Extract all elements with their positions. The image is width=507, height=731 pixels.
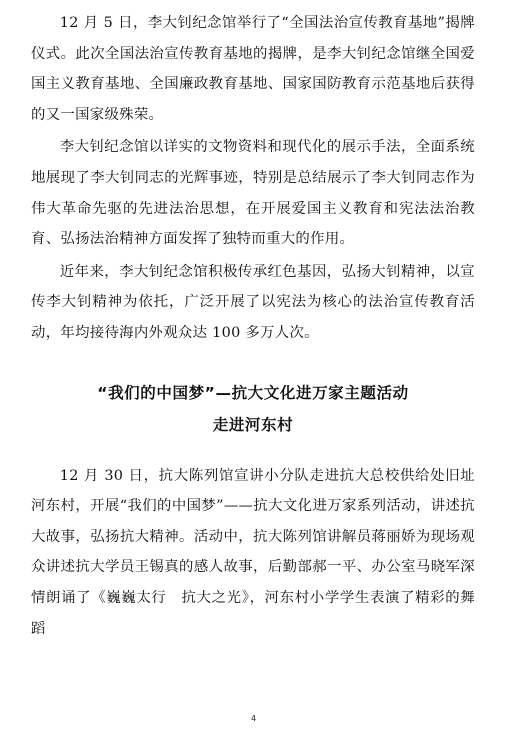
page-number: 4 (250, 714, 257, 723)
section-heading-line-1: “我们的中国梦”—抗大文化进万家主题活动 (97, 383, 409, 402)
paragraph-memorial-exhibition: 李大钊纪念馆以详实的文物资料和现代化的展示手法，全面系统地展现了李大钊同志的光辉事迹，特别是总结展示了李大钊同志作为伟大革命先驱的先进法治思想，在开展爱国主义教育和宪法法治教育、弘扬法治精神方面发挥了独特而重大的作用。 (31, 139, 475, 248)
paragraph-hedong-village-event: 12 月 30 日，抗大陈列馆宣讲小分队走进抗大总校供给处旧址河东村，开展“我们的中国梦”——抗大文化进万家系列活动，讲述抗大故事，弘扬抗大精神。活动中，抗大陈列馆讲解员蒋丽娇为现场观众讲述抗大学员王锡真的感人故事，后勤部郝一平、办公室马晓军深情朗诵了《巍巍太行 抗大之光》，河东村小学学生表演了精彩的舞蹈 (31, 467, 475, 637)
paragraph-memorial-plaque-ceremony: 12 月 5 日，李大钊纪念馆举行了“全国法治宣传教育基地”揭牌仪式。此次全国法治宣传教育基地的揭牌，是李大钊纪念馆继全国爱国主义教育基地、全国廉政教育基地、国家国防教育示范基地后获得的又一国家级殊荣。 (31, 15, 475, 123)
section-heading (31, 377, 475, 441)
document-body (31, 8, 475, 646)
section-heading-line-2: 走进河东村 (212, 415, 294, 434)
paragraph-memorial-activities: 近年来，李大钊纪念馆积极传承红色基因，弘扬大钊精神，以宣传李大钊精神为依托，广泛开展了以宪法为核心的法治宣传教育活动，年均接待海内外观众达 100 多万人次。 (31, 263, 475, 341)
